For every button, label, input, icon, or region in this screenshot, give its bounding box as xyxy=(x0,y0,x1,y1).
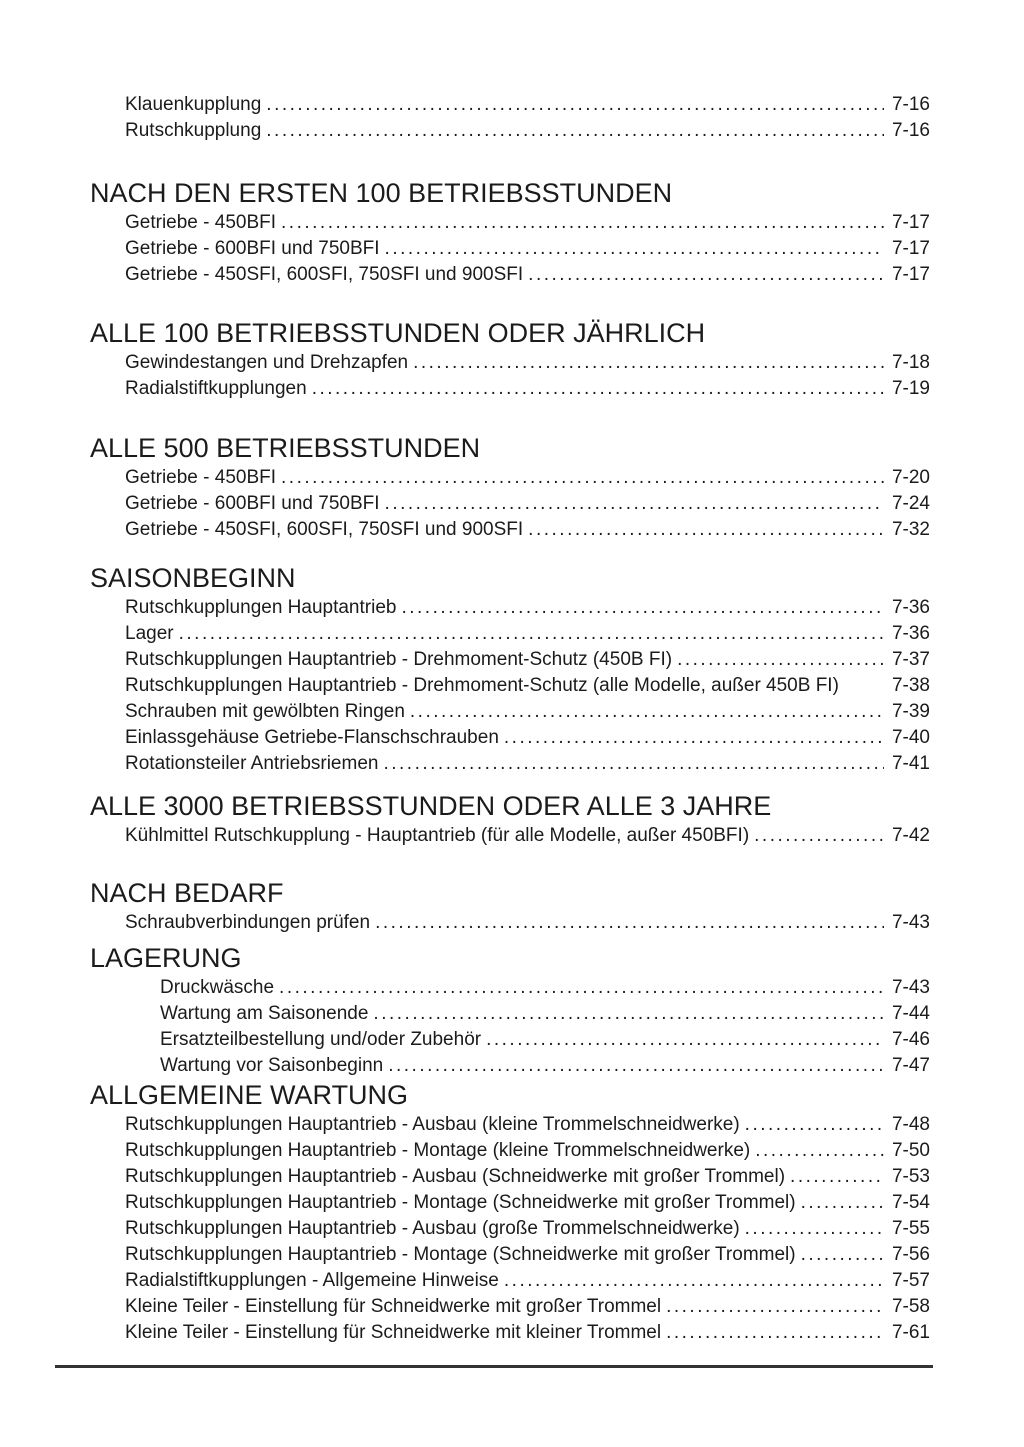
toc-entry-page: 7-48 xyxy=(891,1114,930,1135)
toc-entry-page: 7-46 xyxy=(891,1029,930,1050)
dot-leader xyxy=(385,236,884,262)
toc-entry xyxy=(90,647,930,673)
toc-entry-label: Rutschkupplungen Hauptantrieb - Montage (Schneidwerke mit großer Trommel) xyxy=(125,1244,796,1265)
toc-entry-page: 7-44 xyxy=(891,1003,930,1024)
toc-entry xyxy=(90,236,930,262)
toc-entry xyxy=(90,1190,930,1216)
dot-leader xyxy=(755,1138,884,1164)
toc-entry-label: Kleine Teiler - Einstellung für Schneidwerke mit kleiner Trommel xyxy=(125,1322,662,1343)
toc-entry-page: 7-18 xyxy=(891,352,930,373)
section-heading: ALLE 100 BETRIEBSSTUNDEN ODER JÄHRLICH xyxy=(90,318,706,348)
toc-entry xyxy=(90,262,930,288)
toc-entry-page: 7-57 xyxy=(891,1270,930,1291)
dot-leader xyxy=(281,465,884,491)
toc-entry-page: 7-50 xyxy=(891,1140,930,1161)
dot-leader xyxy=(666,1294,884,1320)
toc-entry-label: Radialstiftkupplungen xyxy=(125,378,307,399)
dot-leader xyxy=(266,92,884,118)
toc-entry-page: 7-38 xyxy=(891,675,930,696)
toc-entry-page: 7-16 xyxy=(891,94,930,115)
toc-entry xyxy=(90,751,930,777)
toc-entry-label: Wartung am Saisonende xyxy=(160,1003,369,1024)
toc-entry-page: 7-40 xyxy=(891,727,930,748)
toc-entry xyxy=(90,1112,930,1138)
toc-entry-page: 7-47 xyxy=(891,1055,930,1076)
toc-sections xyxy=(90,92,930,1346)
dot-leader xyxy=(666,1320,884,1346)
toc-entry-label: Getriebe - 600BFI und 750BFI xyxy=(125,238,380,259)
toc-entry xyxy=(90,92,930,118)
toc-entry-label: Getriebe - 450BFI xyxy=(125,212,277,233)
toc-entry xyxy=(90,1053,930,1079)
dot-leader xyxy=(373,1001,884,1027)
section-heading: NACH BEDARF xyxy=(90,878,284,908)
toc-entry-page: 7-19 xyxy=(891,378,930,399)
toc-entry xyxy=(90,699,930,725)
toc-entry-page: 7-42 xyxy=(891,825,930,846)
toc-entry xyxy=(90,595,930,621)
dot-leader xyxy=(413,350,884,376)
toc-entry xyxy=(90,1001,930,1027)
toc-entry-label: Schraubverbindungen prüfen xyxy=(125,912,371,933)
toc-entry-label: Rutschkupplungen Hauptantrieb - Montage (kleine Trommelschneidwerke) xyxy=(125,1140,751,1161)
toc-entry-label: Rutschkupplungen Hauptantrieb - Ausbau (Schneidwerke mit großer Trommel) xyxy=(125,1166,786,1187)
toc-entry xyxy=(90,673,930,699)
toc-entry-label: Rutschkupplungen Hauptantrieb - Drehmoment-Schutz (alle Modelle, außer 450B FI) xyxy=(125,675,839,696)
dot-leader xyxy=(179,621,884,647)
section-heading: ALLGEMEINE WARTUNG xyxy=(90,1080,409,1110)
section-heading: LAGERUNG xyxy=(90,943,242,973)
toc-entry-page: 7-17 xyxy=(891,212,930,233)
toc-entry-page: 7-43 xyxy=(891,912,930,933)
toc-entry-label: Getriebe - 600BFI und 750BFI xyxy=(125,493,380,514)
toc-entry-page: 7-58 xyxy=(891,1296,930,1317)
toc-entry xyxy=(90,491,930,517)
dot-leader xyxy=(504,725,884,751)
toc-entry-page: 7-43 xyxy=(891,977,930,998)
toc-section xyxy=(90,943,930,1079)
dot-leader xyxy=(279,975,884,1001)
toc-entry-label: Rutschkupplungen Hauptantrieb - Ausbau (kleine Trommelschneidwerke) xyxy=(125,1114,740,1135)
dot-leader xyxy=(388,1053,884,1079)
toc-entry xyxy=(90,621,930,647)
toc-entry-label: Rotationsteiler Antriebsriemen xyxy=(125,753,379,774)
toc-entry xyxy=(90,376,930,402)
toc-entry xyxy=(90,1164,930,1190)
toc-entry-page: 7-55 xyxy=(891,1218,930,1239)
toc-entry-label: Kühlmittel Rutschkupplung - Hauptantrieb (für alle Modelle, außer 450BFI) xyxy=(125,825,750,846)
dot-leader xyxy=(677,647,884,673)
section-heading: ALLE 3000 BETRIEBSSTUNDEN ODER ALLE 3 JAHRE xyxy=(90,791,772,821)
toc-entry-page: 7-56 xyxy=(891,1244,930,1265)
toc-entry-page: 7-32 xyxy=(891,519,930,540)
toc-section xyxy=(90,318,930,402)
toc-entry xyxy=(90,517,930,543)
toc-entry-label: Rutschkupplungen Hauptantrieb xyxy=(125,597,397,618)
toc-section xyxy=(90,878,930,936)
dot-leader xyxy=(401,595,884,621)
toc-entry xyxy=(90,465,930,491)
dot-leader xyxy=(754,823,884,849)
bottom-rule xyxy=(55,1365,933,1368)
toc-entry xyxy=(90,1027,930,1053)
toc-entry xyxy=(90,1216,930,1242)
dot-leader xyxy=(266,118,884,144)
dot-leader xyxy=(281,210,884,236)
toc-section xyxy=(90,178,930,288)
toc-section xyxy=(90,791,930,849)
toc-entry xyxy=(90,1242,930,1268)
toc-entry xyxy=(90,1268,930,1294)
dot-leader xyxy=(790,1164,884,1190)
toc-entry-page: 7-17 xyxy=(891,238,930,259)
dot-leader xyxy=(528,262,884,288)
toc-entry-label: Rutschkupplungen Hauptantrieb - Ausbau (große Trommelschneidwerke) xyxy=(125,1218,740,1239)
toc-entry xyxy=(90,118,930,144)
toc-entry xyxy=(90,1138,930,1164)
toc-entry-label: Rutschkupplung xyxy=(125,120,262,141)
dot-leader xyxy=(801,1242,884,1268)
toc-section xyxy=(90,92,930,144)
toc-entry-label: Klauenkupplung xyxy=(125,94,262,115)
toc-entry xyxy=(90,975,930,1001)
section-heading: NACH DEN ERSTEN 100 BETRIEBSSTUNDEN xyxy=(90,178,673,208)
toc-entry-label: Einlassgehäuse Getriebe-Flanschschrauben xyxy=(125,727,499,748)
toc-entry xyxy=(90,1320,930,1346)
toc-section xyxy=(90,1080,930,1346)
toc-entry-label: Kleine Teiler - Einstellung für Schneidwerke mit großer Trommel xyxy=(125,1296,662,1317)
toc-entry-label: Schrauben mit gewölbten Ringen xyxy=(125,701,405,722)
dot-leader xyxy=(745,1112,884,1138)
toc-entry xyxy=(90,210,930,236)
toc-entry-label: Rutschkupplungen Hauptantrieb - Montage (Schneidwerke mit großer Trommel) xyxy=(125,1192,796,1213)
dot-leader xyxy=(410,699,884,725)
toc-entry-label: Rutschkupplungen Hauptantrieb - Drehmoment-Schutz (450B FI) xyxy=(125,649,673,670)
toc-entry xyxy=(90,350,930,376)
dot-leader xyxy=(504,1268,884,1294)
toc-entry-page: 7-53 xyxy=(891,1166,930,1187)
toc-entry-label: Wartung vor Saisonbeginn xyxy=(160,1055,384,1076)
dot-leader xyxy=(312,376,884,402)
toc-entry-label: Getriebe - 450SFI, 600SFI, 750SFI und 900SFI xyxy=(125,519,524,540)
toc-entry-page: 7-61 xyxy=(891,1322,930,1343)
dot-leader xyxy=(383,751,884,777)
toc-entry xyxy=(90,1294,930,1320)
toc-entry-label: Radialstiftkupplungen - Allgemeine Hinweise xyxy=(125,1270,499,1291)
dot-leader xyxy=(375,910,884,936)
dot-leader xyxy=(486,1027,884,1053)
toc-entry-page: 7-20 xyxy=(891,467,930,488)
toc-entry-page: 7-24 xyxy=(891,493,930,514)
toc-entry-page: 7-39 xyxy=(891,701,930,722)
toc-entry-page: 7-36 xyxy=(891,597,930,618)
toc-section xyxy=(90,563,930,777)
toc-entry-page: 7-36 xyxy=(891,623,930,644)
section-heading: ALLE 500 BETRIEBSSTUNDEN xyxy=(90,433,481,463)
section-heading: SAISONBEGINN xyxy=(90,563,296,593)
toc-entry-page: 7-17 xyxy=(891,264,930,285)
toc-entry-label: Ersatzteilbestellung und/oder Zubehör xyxy=(160,1029,482,1050)
dot-leader xyxy=(801,1190,884,1216)
toc-entry-page: 7-37 xyxy=(891,649,930,670)
toc-entry-label: Gewindestangen und Drehzapfen xyxy=(125,352,409,373)
toc-entry xyxy=(90,910,930,936)
toc-entry xyxy=(90,725,930,751)
toc-entry xyxy=(90,823,930,849)
dot-leader xyxy=(745,1216,884,1242)
toc-entry-label: Getriebe - 450SFI, 600SFI, 750SFI und 900SFI xyxy=(125,264,524,285)
toc-entry-label: Lager xyxy=(125,623,174,644)
toc-section xyxy=(90,433,930,543)
toc-entry-label: Getriebe - 450BFI xyxy=(125,467,277,488)
dot-leader xyxy=(385,491,884,517)
toc-entry-page: 7-16 xyxy=(891,120,930,141)
toc-entry-page: 7-54 xyxy=(891,1192,930,1213)
toc-entry-page: 7-41 xyxy=(891,753,930,774)
toc-entry-label: Druckwäsche xyxy=(160,977,275,998)
dot-leader xyxy=(528,517,884,543)
